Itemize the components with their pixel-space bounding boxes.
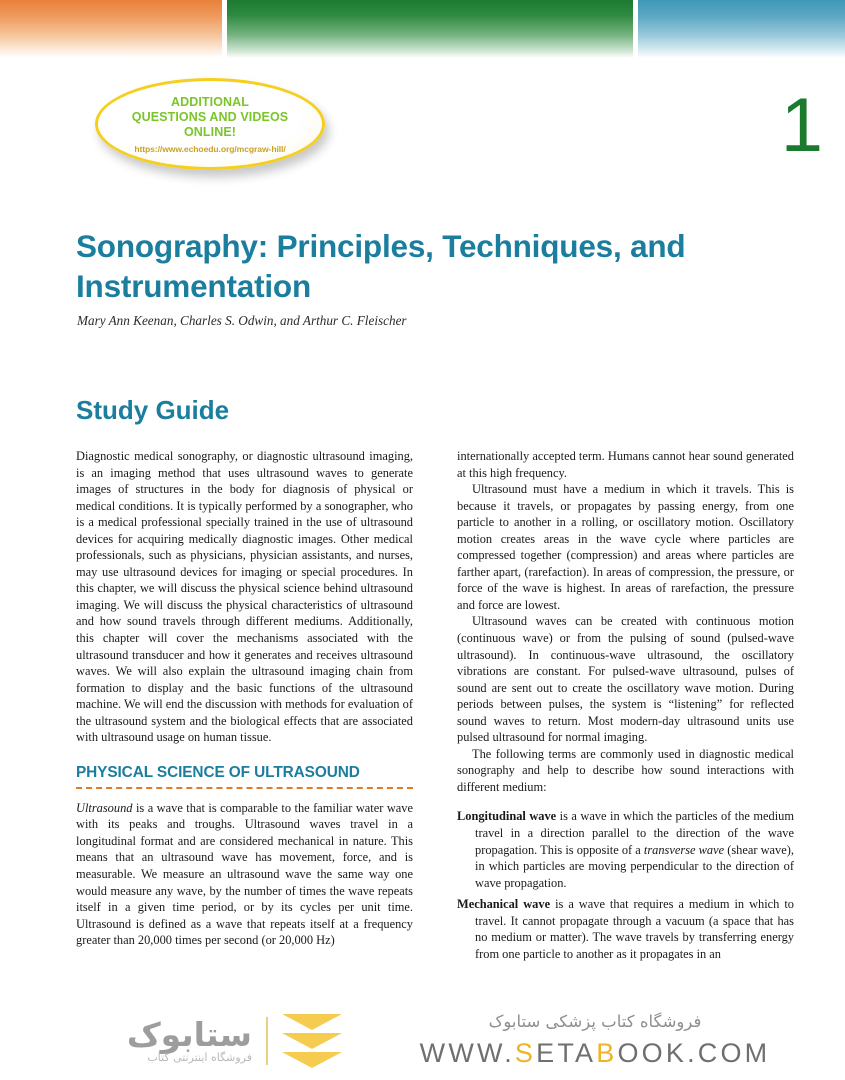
domain-part-2: ETA [536,1038,597,1068]
footer-domain-url[interactable] [385,1036,805,1070]
body-columns [76,448,794,1000]
logo-wordmark [62,1017,252,1065]
intro-paragraph: Diagnostic medical sonography, or diagnostic ultrasound imaging, is an imaging method that uses ultrasound waves to generate images of structures in the body for diagnosis of physical or medical conditions. It is typically performed by a sonographer, who is a medical professional specially trained in the use of ultrasound devices for acquiring medically diagnostic images. Other medical professionals, such as physicians, physician assistants, and nurses, may use ultrasound devices for imaging or special procedures. In this chapter, we will discuss the physical science behind ultrasound imaging. We will discuss the physical characteristics of ultrasound and how sound travels through different mediums. Additionally, this chapter will cover the mechanisms associated with the ultrasound transducer and how it generates and receives ultrasound waves. We will also explain the ultrasound imaging chain from formation to display and the basic functions of the ultrasound machine. We will end the discussion with methods for evaluation of the ultrasound system and the biological effects that are associated with ultrasound usage on human tissue. [76,449,413,745]
badge-line-2: QUESTIONS AND VIDEOS [131,109,289,124]
top-color-bars [0,0,845,58]
domain-part-3: OOK.COM [617,1038,771,1068]
definition-italic-term: transverse wave [643,842,725,857]
terms-intro-paragraph: The following terms are commonly used in diagnostic medical sonography and help to describe how sound interactions with different medium: [457,746,794,794]
definition-text-before: is a wave in which the particles of the medium travel in a direction parallel to the direction of the wave propagation. This is opposite of a [475,809,794,857]
footer-watermark-band [0,1000,845,1080]
badge-url-link[interactable]: https://www.echoedu.org/mcgraw-hill/ [134,143,286,154]
color-bar-green [227,0,633,58]
section-heading-physical-science: PHYSICAL SCIENCE OF ULTRASOUND [76,764,413,789]
logo-divider [266,1017,268,1065]
terms-definition-list [457,808,794,962]
domain-letter-b: B [596,1038,618,1068]
definition-text-after: (shear wave), in which particles are moving perpendicular to the direction of wave propagation. [475,842,794,890]
badge-text [132,95,288,140]
right-column [457,448,794,1000]
chevron-icon [282,1052,342,1068]
definition-mechanical-wave [457,896,794,962]
logo-sub-text: فروشگاه اینترنتی کتاب [147,1051,252,1064]
domain-part-1: WWW. [419,1038,515,1068]
domain-letter-s: S [514,1038,537,1068]
logo-main-text: ستابوک [126,1015,252,1054]
wave-creation-paragraph: Ultrasound waves can be created with continuous motion (continuous wave) or from the pulsing of sound (pulsed-wave ultrasound). In continuous-wave ultrasound, the oscillatory vibrations are constant. For pulsed-wave ultrasound, pulses of sound are sent out to create the oscillatory wave motion. During periods between pulses, the system is “listening” for reflected sound waves to return. Most modern-day ultrasound units use pulsed ultrasound for normal imaging. [457,614,794,745]
study-guide-heading: Study Guide [76,394,230,425]
ultrasound-definition-paragraph [76,800,413,949]
left-column [76,448,413,1000]
definition-term: Mechanical wave [457,897,551,912]
online-resources-badge[interactable] [95,78,325,170]
badge-line-3: ONLINE! [183,124,237,139]
color-bar-orange [0,0,222,58]
medium-paragraph: Ultrasound must have a medium in which it travels. This is because it travels, or propagates by passing energy, from one particle to another in a rolling, or oscillatory motion. Oscillatory motion creates areas in the wave cycle where particles are compressed together (compression) and areas where particles are farther apart, (rarefaction). In areas of compression, the pressure, or force of the wave is highest. In areas of rarefaction, the pressure and force are lowest. [457,482,794,612]
chapter-authors: Mary Ann Keenan, Charles S. Odwin, and Arthur C. Fleischer [77,313,407,328]
continued-paragraph: internationally accepted term. Humans cannot hear sound generated at this high frequency. [457,449,794,480]
definition-text-before: is a wave that requires a medium in which to travel. It cannot propagate through a vacuum (a space that has no medium or matter). The wave travels by transferring energy from one particle to another as it propagates in an [475,897,794,961]
definition-longitudinal-wave [457,808,794,891]
chevron-stack-icon [282,1014,342,1068]
page-title: Sonography: Principles, Techniques, and Instrumentation [76,228,686,305]
ultrasound-term: Ultrasound [76,800,133,815]
ultrasound-definition-text: is a wave that is comparable to the familiar water wave with its peaks and troughs. Ultrasound waves travel in a longitudinal format and are considered mechanical in nature. This means that an ultrasound wave has movement, force, and is measurable. We measure an ultrasound wave the same way one would measure any wave, by the number of times the wave repeats itself in a given time period, or by its cycles per unit time. Ultrasound is defined as a wave that repeats itself at a frequency greater than 20,000 times per second (or 20,000 Hz) [76,800,413,948]
color-bar-blue [638,0,845,58]
footer-tagline: فروشگاه کتاب پزشکی ستابوک [488,1012,702,1031]
footer-right-block [385,1010,805,1070]
setabook-logo[interactable] [62,1008,362,1074]
chevron-icon [282,1033,342,1049]
badge-line-1: ADDITIONAL [170,94,250,109]
chapter-number: 1 [780,83,823,168]
definition-term: Longitudinal wave [457,809,557,824]
chevron-icon [282,1014,342,1030]
